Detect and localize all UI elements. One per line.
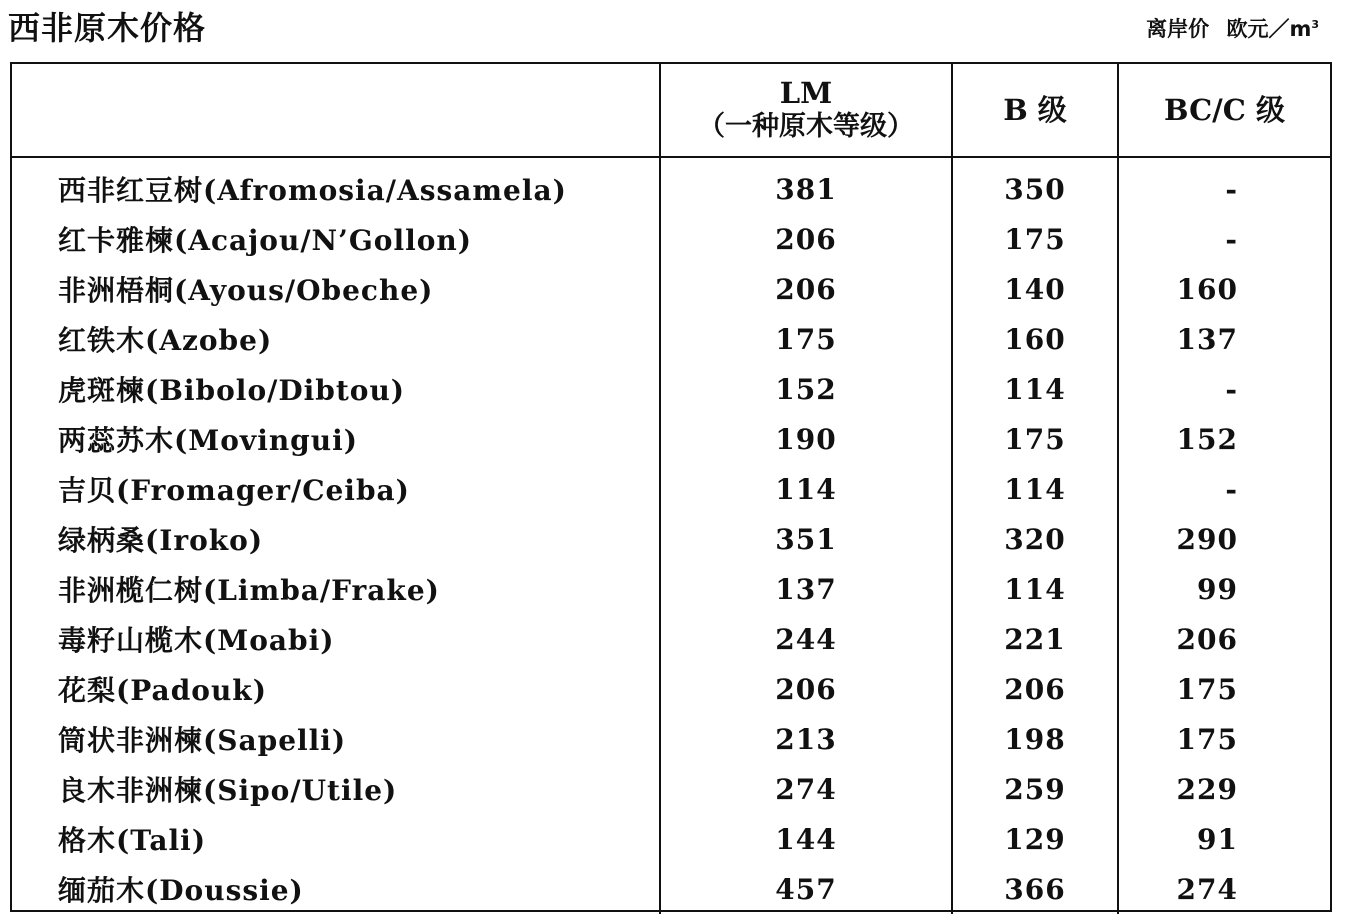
bc-price-cell: 229 <box>1118 764 1330 814</box>
lm-price-cell: 144 <box>660 814 952 864</box>
header-lm-label: LM <box>779 76 833 110</box>
lm-price-cell: 213 <box>660 714 952 764</box>
bc-price-cell: 99 <box>1118 564 1330 614</box>
b-price-cell: 259 <box>952 764 1118 814</box>
wood-name-cell: 良木非洲楝(Sipo/Utile) <box>58 774 398 807</box>
header-name <box>12 64 660 157</box>
lm-price-cell: 114 <box>660 464 952 514</box>
lm-price-cell: 206 <box>660 664 952 714</box>
price-table-frame <box>10 62 1332 912</box>
table-row <box>12 157 1330 214</box>
table-row <box>12 214 1330 264</box>
b-price-cell: 206 <box>952 664 1118 714</box>
header-lm-sublabel: （一种原木等级） <box>698 111 914 142</box>
table-row <box>12 464 1330 514</box>
b-price-cell: 221 <box>952 614 1118 664</box>
table-row <box>12 864 1330 914</box>
lm-price-cell: 457 <box>660 864 952 914</box>
bc-price-cell: - <box>1118 364 1330 414</box>
bc-price-cell: - <box>1118 157 1330 214</box>
table-row <box>12 314 1330 364</box>
bc-price-cell: 206 <box>1118 614 1330 664</box>
b-price-cell: 114 <box>952 464 1118 514</box>
table-row <box>12 264 1330 314</box>
wood-name-cell: 筒状非洲楝(Sapelli) <box>58 724 347 757</box>
table-row <box>12 814 1330 864</box>
price-unit <box>1226 17 1319 41</box>
lm-price-cell: 206 <box>660 264 952 314</box>
table-row <box>12 564 1330 614</box>
bc-price-cell: - <box>1118 214 1330 264</box>
wood-name-cell: 花梨(Padouk) <box>58 674 267 707</box>
table-row <box>12 414 1330 464</box>
bc-price-cell: 290 <box>1118 514 1330 564</box>
b-price-cell: 320 <box>952 514 1118 564</box>
table-row <box>12 714 1330 764</box>
lm-price-cell: 175 <box>660 314 952 364</box>
b-price-cell: 366 <box>952 864 1118 914</box>
b-price-cell: 114 <box>952 364 1118 414</box>
b-price-cell: 129 <box>952 814 1118 864</box>
b-price-cell: 175 <box>952 414 1118 464</box>
bc-price-cell: - <box>1118 464 1330 514</box>
price-table <box>12 64 1330 914</box>
bc-price-cell: 175 <box>1118 714 1330 764</box>
table-body <box>12 157 1330 914</box>
header-b: B 级 <box>952 64 1118 157</box>
price-unit-superscript: 3 <box>1311 18 1319 31</box>
table-row <box>12 664 1330 714</box>
wood-name-cell: 红铁木(Azobe) <box>58 324 273 357</box>
b-price-cell: 175 <box>952 214 1118 264</box>
wood-name-cell: 格木(Tali) <box>58 824 207 857</box>
bc-price-cell: 137 <box>1118 314 1330 364</box>
b-price-cell: 114 <box>952 564 1118 614</box>
wood-name-cell: 虎斑楝(Bibolo/Dibtou) <box>58 374 406 407</box>
wood-name-cell: 两蕊苏木(Movingui) <box>58 424 359 457</box>
bc-price-cell: 152 <box>1118 414 1330 464</box>
b-price-cell: 160 <box>952 314 1118 364</box>
price-unit-text: 欧元／m <box>1226 17 1312 41</box>
lm-price-cell: 244 <box>660 614 952 664</box>
lm-price-cell: 206 <box>660 214 952 264</box>
bc-price-cell: 274 <box>1118 864 1330 914</box>
lm-price-cell: 381 <box>660 157 952 214</box>
header-lm <box>660 64 952 157</box>
lm-price-cell: 274 <box>660 764 952 814</box>
wood-name-cell: 非洲梧桐(Ayous/Obeche) <box>58 274 434 307</box>
table-row <box>12 514 1330 564</box>
lm-price-cell: 351 <box>660 514 952 564</box>
wood-name-cell: 非洲榄仁树(Limba/Frake) <box>58 574 440 607</box>
b-price-cell: 140 <box>952 264 1118 314</box>
bc-price-cell: 175 <box>1118 664 1330 714</box>
price-basis: 离岸价 <box>1146 17 1210 41</box>
wood-name-cell: 缅茄木(Doussie) <box>58 874 304 907</box>
header-bc: BC/C 级 <box>1118 64 1330 157</box>
wood-name-cell: 绿柄桑(Iroko) <box>58 524 264 557</box>
table-row <box>12 764 1330 814</box>
lm-price-cell: 190 <box>660 414 952 464</box>
table-header-row <box>12 64 1330 157</box>
wood-name-cell: 毒籽山榄木(Moabi) <box>58 624 335 657</box>
lm-price-cell: 152 <box>660 364 952 414</box>
b-price-cell: 198 <box>952 714 1118 764</box>
page-title: 西非原木价格 <box>8 9 207 47</box>
bc-price-cell: 91 <box>1118 814 1330 864</box>
table-row <box>12 364 1330 414</box>
table-row <box>12 614 1330 664</box>
bc-price-cell: 160 <box>1118 264 1330 314</box>
wood-name-cell: 红卡雅楝(Acajou/N’Gollon) <box>58 224 473 257</box>
b-price-cell: 350 <box>952 157 1118 214</box>
wood-name-cell: 西非红豆树(Afromosia/Assamela) <box>58 174 567 207</box>
wood-name-cell: 吉贝(Fromager/Ceiba) <box>58 474 410 507</box>
price-unit-note <box>1136 10 1319 44</box>
lm-price-cell: 137 <box>660 564 952 614</box>
